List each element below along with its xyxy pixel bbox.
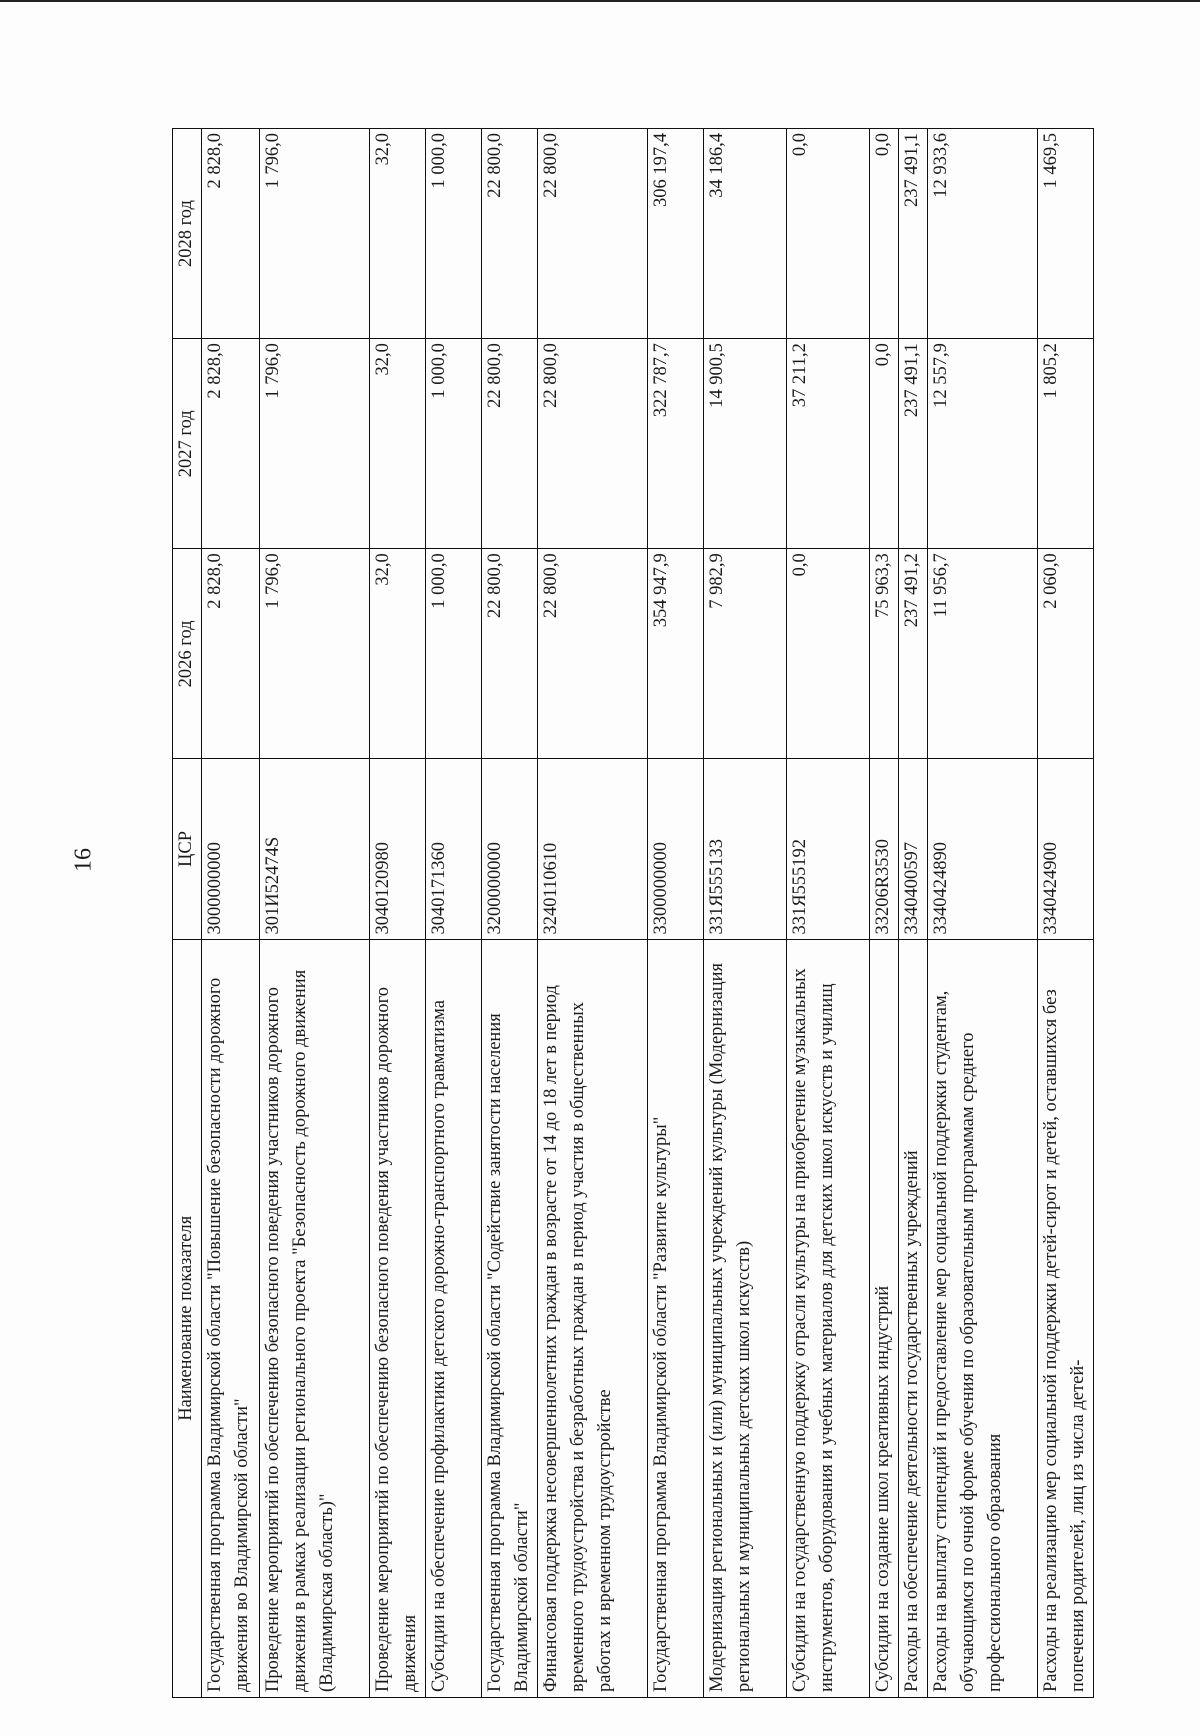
row-2027: 1 000,0 — [426, 339, 482, 549]
row-name: Расходы на реализацию мер социальной поддержки детей-сирот и детей, оставшихся без попечения родителей, лиц из числа детей- — [1038, 939, 1094, 1697]
row-name: Субсидии на обеспечение профилактики детского дорожно-транспортного травматизма — [426, 939, 482, 1697]
row-2026: 237 491,2 — [899, 549, 928, 759]
row-2026: 2 060,0 — [1038, 549, 1094, 759]
row-2026: 7 982,9 — [704, 549, 787, 759]
table-row — [482, 129, 538, 1698]
row-code: 3240110610 — [538, 759, 648, 939]
header-code: ЦСР — [173, 759, 202, 939]
row-2027: 12 557,9 — [928, 339, 1038, 549]
row-code: 3340424890 — [928, 759, 1038, 939]
table-row — [202, 129, 260, 1698]
row-code: 301И52474S — [260, 759, 370, 939]
table-row — [899, 129, 928, 1698]
row-2028: 237 491,1 — [899, 129, 928, 339]
row-2028: 2 828,0 — [202, 129, 260, 339]
row-2027: 37 211,2 — [787, 339, 870, 549]
row-name: Государственная программа Владимирской области "Повышение безопасности дорожного движения во Владимирской области" — [202, 939, 260, 1697]
page-number: 16 — [70, 848, 97, 872]
row-2028: 34 186,4 — [704, 129, 787, 339]
row-code: 3300000000 — [648, 759, 704, 939]
row-2028: 12 933,6 — [928, 129, 1038, 339]
header-2028: 2028 год — [173, 129, 202, 339]
row-2028: 1 469,5 — [1038, 129, 1094, 339]
row-2028: 22 800,0 — [482, 129, 538, 339]
row-2026: 11 956,7 — [928, 549, 1038, 759]
table-row — [370, 129, 426, 1698]
table-row — [928, 129, 1038, 1698]
row-name: Субсидии на создание школ креативных индустрий — [870, 939, 899, 1697]
row-2026: 22 800,0 — [538, 549, 648, 759]
header-2027: 2027 год — [173, 339, 202, 549]
scan-border — [0, 0, 1200, 2]
row-2026: 32,0 — [370, 549, 426, 759]
row-code: 3040171360 — [426, 759, 482, 939]
table-row — [538, 129, 648, 1698]
row-2027: 1 796,0 — [260, 339, 370, 549]
row-2028: 1 796,0 — [260, 129, 370, 339]
row-name: Расходы на выплату стипендий и предоставление мер социальной поддержки студентам, обучающимся по очной форме обучения по образовательным программам среднего профессионального образования — [928, 939, 1038, 1697]
row-code: 33206R3530 — [870, 759, 899, 939]
header-name: Наименование показателя — [173, 939, 202, 1697]
row-code: 3200000000 — [482, 759, 538, 939]
table-row — [648, 129, 704, 1698]
row-name: Государственная программа Владимирской области "Развитие культуры" — [648, 939, 704, 1697]
row-2028: 1 000,0 — [426, 129, 482, 339]
row-name: Субсидии на государственную поддержку отрасли культуры на приобретение музыкальных инструментов, оборудования и учебных материалов для детских школ искусств и училищ — [787, 939, 870, 1697]
row-2026: 22 800,0 — [482, 549, 538, 759]
row-name: Финансовая поддержка несовершеннолетних граждан в возрасте от 14 до 18 лет в период временного трудоустройства и безработных граждан в период участия в общественных работах и временном трудоустройстве — [538, 939, 648, 1697]
row-2027: 14 900,5 — [704, 339, 787, 549]
budget-table — [172, 128, 1094, 1698]
row-2026: 75 963,3 — [870, 549, 899, 759]
row-2027: 2 828,0 — [202, 339, 260, 549]
row-code: 3040120980 — [370, 759, 426, 939]
row-code: 331Я555133 — [704, 759, 787, 939]
row-2027: 237 491,1 — [899, 339, 928, 549]
row-name: Проведение мероприятий по обеспечению безопасного поведения участников дорожного движения в рамках реализации регионального проекта "Безопасность дорожного движения (Владимирская область)" — [260, 939, 370, 1697]
row-name: Расходы на обеспечение деятельности государственных учреждений — [899, 939, 928, 1697]
table-row — [704, 129, 787, 1698]
header-2026: 2026 год — [173, 549, 202, 759]
row-code: 3340400597 — [899, 759, 928, 939]
table-header-row — [173, 129, 202, 1698]
row-2027: 32,0 — [370, 339, 426, 549]
row-name: Государственная программа Владимирской области "Содействие занятости населения Владимирской области" — [482, 939, 538, 1697]
rotated-table-container — [172, 128, 1094, 1698]
row-2027: 1 805,2 — [1038, 339, 1094, 549]
row-name: Модернизация региональных и (или) муниципальных учреждений культуры (Модернизация региональных и муниципальных детских школ искусств) — [704, 939, 787, 1697]
row-code: 331Я555192 — [787, 759, 870, 939]
row-2026: 1 796,0 — [260, 549, 370, 759]
row-2028: 22 800,0 — [538, 129, 648, 339]
row-code: 3000000000 — [202, 759, 260, 939]
row-2028: 0,0 — [787, 129, 870, 339]
row-2028: 32,0 — [370, 129, 426, 339]
row-2026: 0,0 — [787, 549, 870, 759]
row-2026: 354 947,9 — [648, 549, 704, 759]
table-row — [426, 129, 482, 1698]
row-2027: 0,0 — [870, 339, 899, 549]
row-name: Проведение мероприятий по обеспечению безопасного поведения участников дорожного движения — [370, 939, 426, 1697]
row-2026: 2 828,0 — [202, 549, 260, 759]
table-row — [870, 129, 899, 1698]
table-row — [1038, 129, 1094, 1698]
row-2027: 22 800,0 — [482, 339, 538, 549]
row-2027: 322 787,7 — [648, 339, 704, 549]
table-row — [260, 129, 370, 1698]
row-code: 3340424900 — [1038, 759, 1094, 939]
row-2028: 0,0 — [870, 129, 899, 339]
row-2026: 1 000,0 — [426, 549, 482, 759]
row-2028: 306 197,4 — [648, 129, 704, 339]
row-2027: 22 800,0 — [538, 339, 648, 549]
table-row — [787, 129, 870, 1698]
